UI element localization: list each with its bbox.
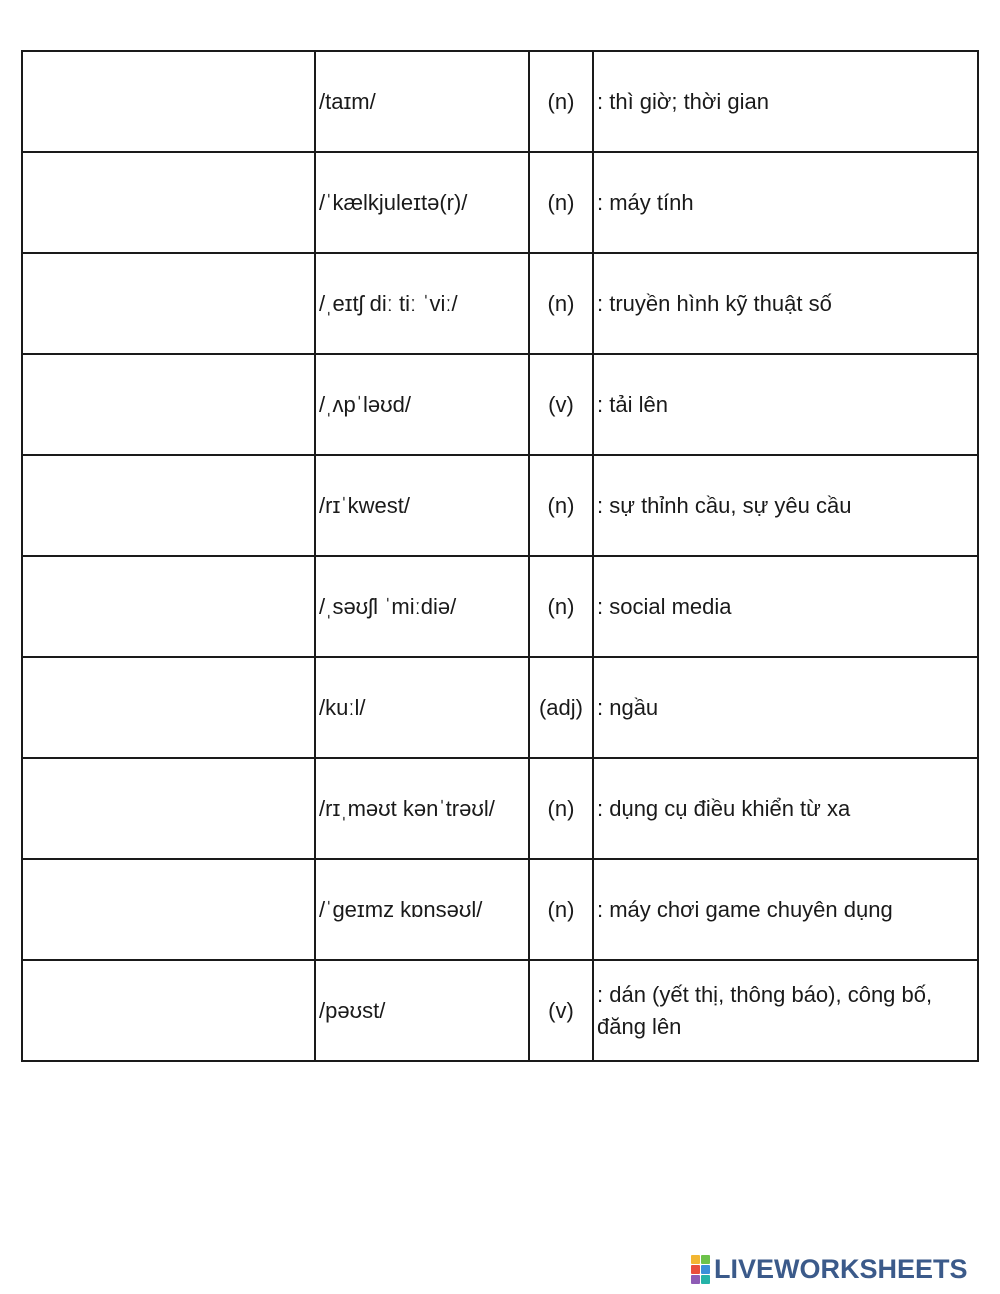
ipa-cell: /pəʊst/ [315, 960, 529, 1061]
word-answer-cell[interactable] [22, 758, 315, 859]
liveworksheets-logo-icon [691, 1255, 710, 1284]
logo-square [701, 1255, 710, 1264]
part-of-speech-cell: (n) [529, 859, 593, 960]
word-answer-cell[interactable] [22, 657, 315, 758]
word-answer-cell[interactable] [22, 556, 315, 657]
meaning-cell: : sự thỉnh cầu, sự yêu cầu [593, 455, 978, 556]
part-of-speech-cell: (n) [529, 253, 593, 354]
word-answer-cell[interactable] [22, 859, 315, 960]
meaning-cell: : social media [593, 556, 978, 657]
logo-square [701, 1265, 710, 1274]
meaning-cell: : ngầu [593, 657, 978, 758]
table-row [22, 657, 978, 758]
logo-square [701, 1275, 710, 1284]
liveworksheets-logo [691, 1254, 968, 1284]
logo-square [691, 1255, 700, 1264]
table-row [22, 455, 978, 556]
table-row [22, 354, 978, 455]
meaning-cell: : tải lên [593, 354, 978, 455]
ipa-cell: /ˌeɪtʃ diː tiː ˈviː/ [315, 253, 529, 354]
part-of-speech-cell: (adj) [529, 657, 593, 758]
table-row [22, 253, 978, 354]
ipa-cell: /ˌsəʊʃl ˈmiːdiə/ [315, 556, 529, 657]
table-row [22, 556, 978, 657]
table-row [22, 152, 978, 253]
table-row [22, 859, 978, 960]
logo-square [691, 1265, 700, 1274]
word-answer-cell[interactable] [22, 455, 315, 556]
part-of-speech-cell: (n) [529, 758, 593, 859]
ipa-cell: /ˌʌpˈləʊd/ [315, 354, 529, 455]
table-body [22, 51, 978, 1061]
ipa-cell: /taɪm/ [315, 51, 529, 152]
ipa-cell: /ˈkælkjuleɪtə(r)/ [315, 152, 529, 253]
table-row [22, 758, 978, 859]
ipa-cell: /ˈgeɪmz kɒnsəʊl/ [315, 859, 529, 960]
word-answer-cell[interactable] [22, 253, 315, 354]
meaning-cell: : máy chơi game chuyên dụng [593, 859, 978, 960]
part-of-speech-cell: (n) [529, 51, 593, 152]
logo-square [691, 1275, 700, 1284]
meaning-cell: : thì giờ; thời gian [593, 51, 978, 152]
part-of-speech-cell: (n) [529, 556, 593, 657]
word-answer-cell[interactable] [22, 51, 315, 152]
table-row [22, 51, 978, 152]
ipa-cell: /kuːl/ [315, 657, 529, 758]
table-row [22, 960, 978, 1061]
part-of-speech-cell: (n) [529, 455, 593, 556]
word-answer-cell[interactable] [22, 354, 315, 455]
part-of-speech-cell: (v) [529, 354, 593, 455]
ipa-cell: /rɪˈkwest/ [315, 455, 529, 556]
logo-text: LIVEWORKSHEETS [714, 1253, 968, 1284]
word-answer-cell[interactable] [22, 960, 315, 1061]
ipa-cell: /rɪˌməʊt kənˈtrəʊl/ [315, 758, 529, 859]
meaning-cell: : máy tính [593, 152, 978, 253]
part-of-speech-cell: (v) [529, 960, 593, 1061]
word-answer-cell[interactable] [22, 152, 315, 253]
vocabulary-table [21, 50, 979, 1062]
meaning-cell: : dụng cụ điều khiển từ xa [593, 758, 978, 859]
meaning-cell: : dán (yết thị, thông báo), công bố, đăng lên [593, 960, 978, 1061]
meaning-cell: : truyền hình kỹ thuật số [593, 253, 978, 354]
part-of-speech-cell: (n) [529, 152, 593, 253]
